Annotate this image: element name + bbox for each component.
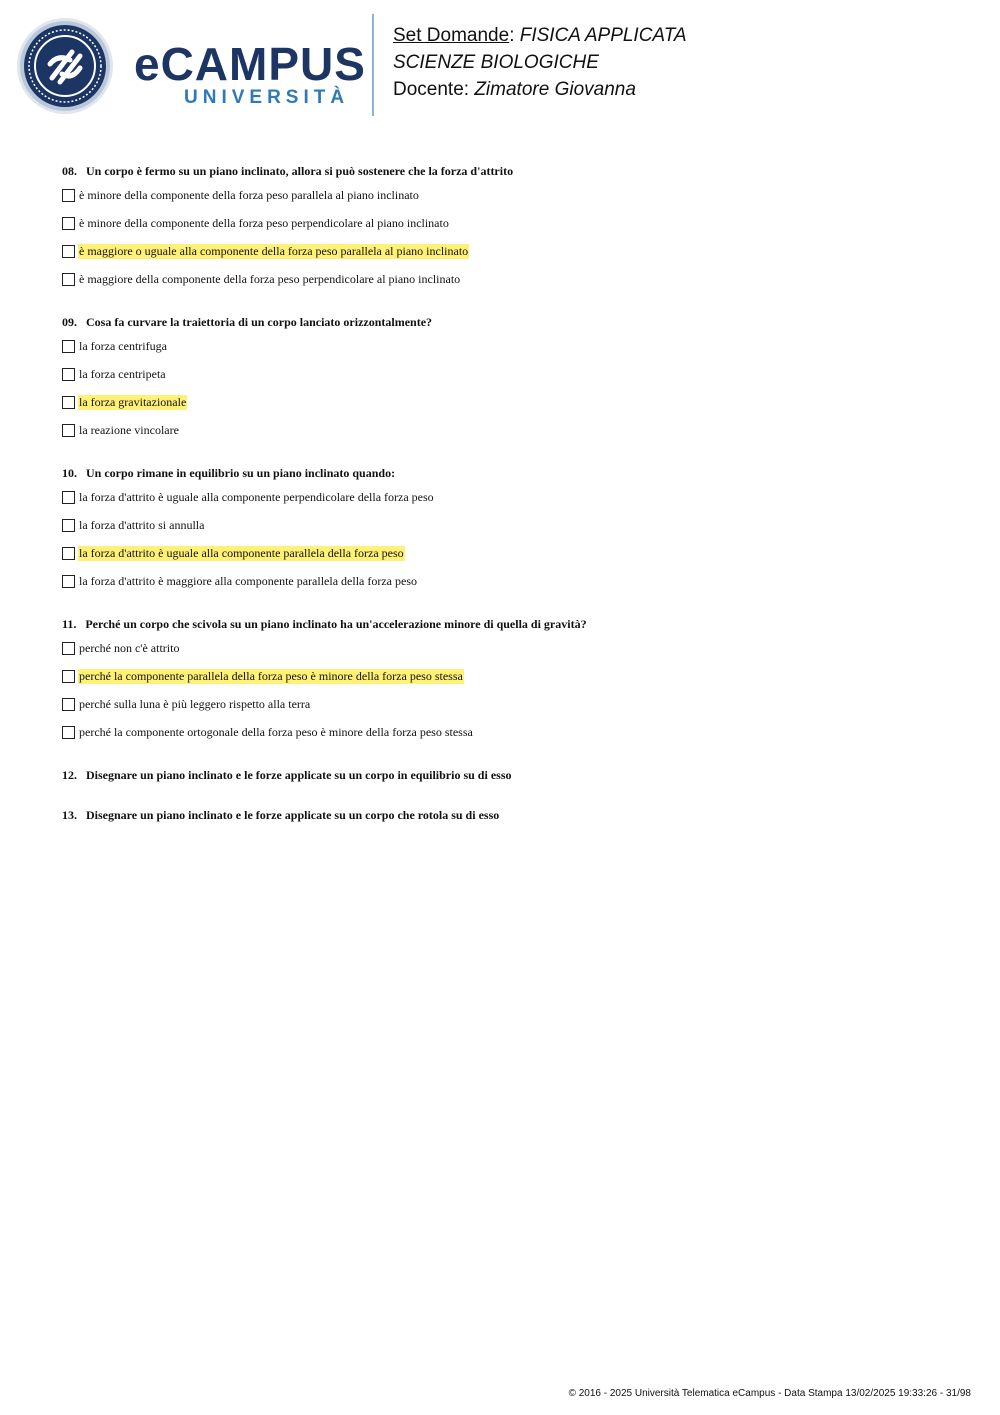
answer-option (62, 188, 962, 216)
question-title (62, 806, 962, 824)
answer-checkbox[interactable] (62, 491, 75, 504)
answer-checkbox[interactable] (62, 340, 75, 353)
question (62, 464, 962, 602)
answer-text: la forza d'attrito si annulla (79, 518, 205, 532)
answer-option (62, 518, 962, 546)
answer-option-correct (62, 669, 962, 697)
logo-subtext: UNIVERSITÀ (184, 87, 350, 108)
question-number: 13. (62, 808, 77, 822)
logo-wordmark: eCAMPUS (134, 38, 366, 90)
answer-checkbox[interactable] (62, 670, 75, 683)
set-line (393, 22, 687, 49)
answer-option (62, 339, 962, 367)
answer-text: è maggiore della componente della forza peso perpendicolare al piano inclinato (79, 272, 461, 286)
question (62, 162, 962, 300)
answer-checkbox[interactable] (62, 726, 75, 739)
question-text: Disegnare un piano inclinato e le forze applicate su un corpo in equilibrio su di esso (86, 768, 512, 782)
answer-option (62, 216, 962, 244)
answer-checkbox[interactable] (62, 642, 75, 655)
answer-option (62, 697, 962, 725)
answer-text-highlighted: la forza d'attrito è uguale alla componente parallela della forza peso (79, 546, 404, 560)
answer-checkbox[interactable] (62, 519, 75, 532)
answer-checkbox[interactable] (62, 217, 75, 230)
answer-text-highlighted: è maggiore o uguale alla componente della forza peso parallela al piano inclinato (79, 244, 469, 258)
answer-option-correct (62, 244, 962, 272)
answer-checkbox[interactable] (62, 189, 75, 202)
answer-text: la forza d'attrito è uguale alla componente perpendicolare della forza peso (79, 490, 434, 504)
teacher-line (393, 76, 687, 103)
teacher-name: Zimatore Giovanna (474, 79, 636, 100)
answer-text: perché sulla luna è più leggero rispetto alla terra (79, 697, 311, 711)
course-name: FISICA APPLICATA (519, 25, 687, 46)
header-divider (372, 14, 374, 116)
answer-option (62, 641, 962, 669)
answer-text-highlighted: la forza gravitazionale (79, 395, 187, 409)
question-title (62, 766, 962, 784)
question-title (62, 464, 962, 482)
question-text: Perché un corpo che scivola su un piano inclinato ha un'accelerazione minore di quella di gravità? (85, 617, 587, 631)
header-info (393, 22, 687, 103)
answer-option (62, 574, 962, 602)
answer-checkbox[interactable] (62, 396, 75, 409)
question-title (62, 615, 962, 633)
question-number: 08. (62, 164, 77, 178)
degree-name: SCIENZE BIOLOGICHE (393, 52, 599, 73)
answer-checkbox[interactable] (62, 368, 75, 381)
question-title (62, 313, 962, 331)
question-title (62, 162, 962, 180)
page-footer: © 2016 - 2025 Università Telematica eCampus - Data Stampa 13/02/2025 19:33:26 - 31/98 (568, 1388, 971, 1399)
answer-option (62, 490, 962, 518)
answer-text: perché la componente ortogonale della forza peso è minore della forza peso stessa (79, 725, 473, 739)
answer-checkbox[interactable] (62, 547, 75, 560)
question-number: 11. (62, 617, 77, 631)
answer-text: la forza centripeta (79, 367, 166, 381)
answer-option-correct (62, 395, 962, 423)
answer-checkbox[interactable] (62, 575, 75, 588)
answer-checkbox[interactable] (62, 698, 75, 711)
university-seal-icon (14, 16, 116, 116)
answer-option-correct (62, 546, 962, 574)
open-question (62, 806, 962, 824)
question (62, 615, 962, 753)
question-number: 10. (62, 466, 77, 480)
answer-text: la forza d'attrito è maggiore alla componente parallela della forza peso (79, 574, 417, 588)
question-number: 12. (62, 768, 77, 782)
page-header (0, 0, 1000, 140)
question-text: Un corpo rimane in equilibrio su un piano inclinato quando: (86, 466, 396, 480)
open-question (62, 766, 962, 784)
question-text: Un corpo è fermo su un piano inclinato, allora si può sostenere che la forza d'attrito (86, 164, 514, 178)
set-label: Set Domande (393, 25, 510, 46)
answer-text: la reazione vincolare (79, 423, 179, 437)
answer-text: è minore della componente della forza peso perpendicolare al piano inclinato (79, 216, 449, 230)
answer-option (62, 725, 962, 753)
answer-checkbox[interactable] (62, 245, 75, 258)
answer-text: è minore della componente della forza peso parallela al piano inclinato (79, 188, 419, 202)
answer-option (62, 367, 962, 395)
question (62, 313, 962, 451)
answer-checkbox[interactable] (62, 273, 75, 286)
answer-text: la forza centrifuga (79, 339, 167, 353)
teacher-label: Docente: (393, 79, 470, 100)
ecampus-logo (134, 36, 366, 116)
answer-checkbox[interactable] (62, 424, 75, 437)
answer-text-highlighted: perché la componente parallela della forza peso è minore della forza peso stessa (79, 669, 463, 683)
set-colon: : (509, 25, 515, 46)
question-text: Cosa fa curvare la traiettoria di un corpo lanciato orizzontalmente? (86, 315, 433, 329)
question-list (62, 162, 962, 846)
answer-text: perché non c'è attrito (79, 641, 180, 655)
question-text: Disegnare un piano inclinato e le forze applicate su un corpo che rotola su di esso (86, 808, 500, 822)
question-number: 09. (62, 315, 77, 329)
answer-option (62, 423, 962, 451)
answer-option (62, 272, 962, 300)
